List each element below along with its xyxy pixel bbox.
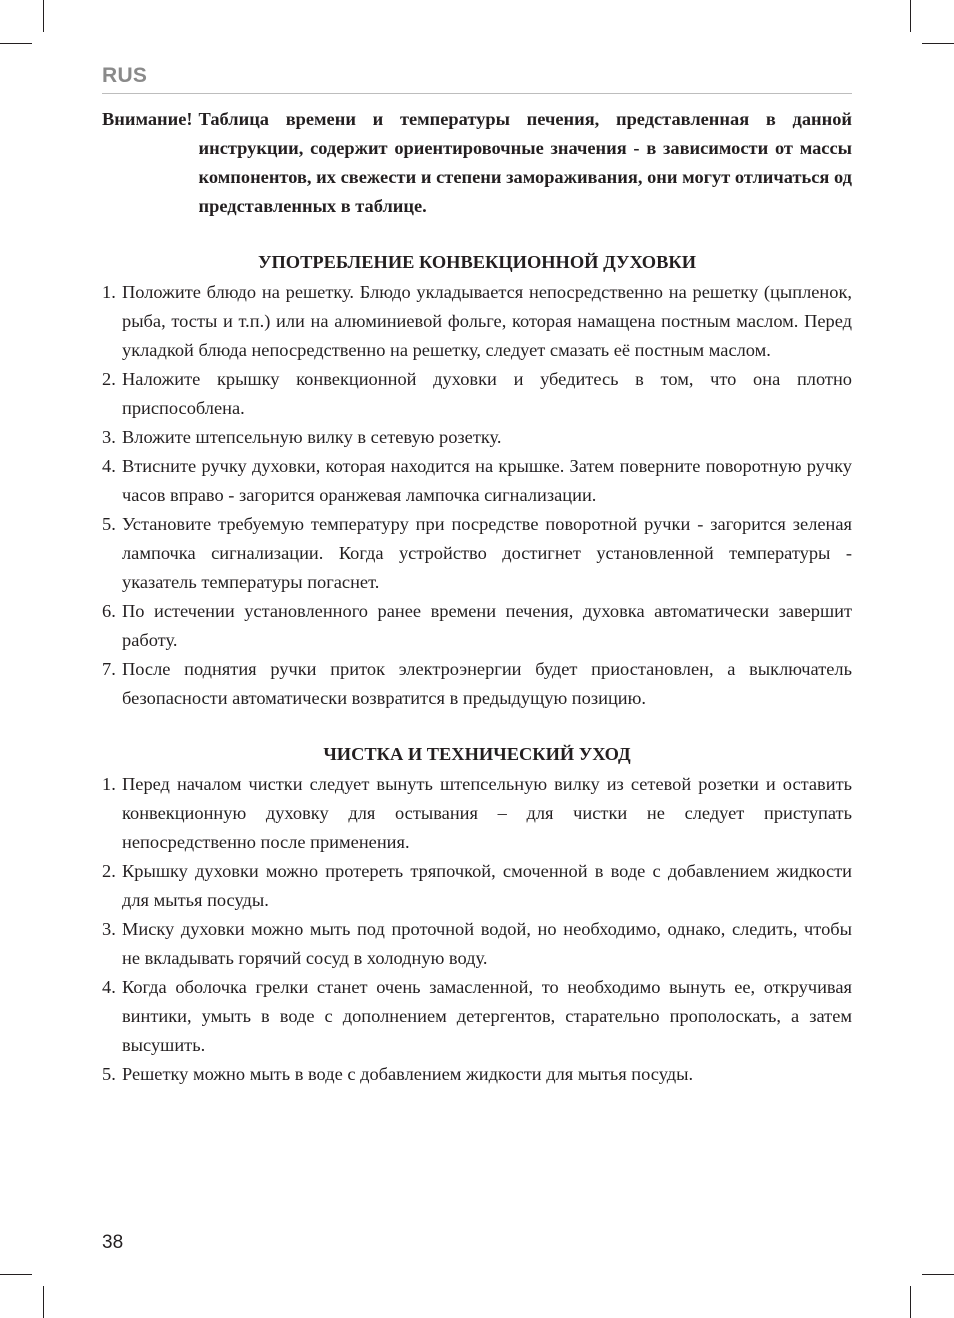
list-item (102, 423, 852, 452)
item-number: 3. (102, 427, 116, 447)
item-text: По истечении установленного ранее времени печения, духовка автоматически завершит работу. (122, 601, 852, 650)
item-text: Крышку духовки можно протереть тряпочкой, смоченной в воде с добавлением жидкости для мытья посуды. (122, 861, 852, 910)
page-content (102, 105, 852, 1089)
list-item (102, 857, 852, 915)
item-number: 7. (102, 659, 116, 679)
usage-steps (102, 278, 852, 713)
item-text: Вложите штепсельную вилку в сетевую розетку. (122, 427, 502, 447)
crop-mark (43, 1286, 44, 1318)
crop-mark (0, 43, 32, 44)
item-number: 2. (102, 369, 116, 389)
item-text: Положите блюдо на решетку. Блюдо укладывается непосредственно на решетку (цыпленок, рыба, тосты и т.п.) или на алюминиевой фольге, которая намащена постным маслом. Перед укладкой блюда непосредственно на решетку, следует смазать её постным маслом. (122, 282, 852, 360)
item-text: Втисните ручку духовки, которая находится на крышке. Затем поверните поворотную ручку часов вправо - загорится оранжевая лампочка сигнализации. (122, 456, 852, 505)
page-number: 38 (102, 1232, 124, 1253)
crop-mark (922, 43, 954, 44)
list-item (102, 915, 852, 973)
item-text: Решетку можно мыть в воде с добавлением жидкости для мытья посуды. (122, 1064, 694, 1084)
item-number: 3. (102, 919, 116, 939)
list-item (102, 597, 852, 655)
language-label: RUS (102, 64, 148, 87)
item-text: Когда оболочка грелки станет очень замасленной, то необходимо вынуть ее, откручивая винтики, умыть в воде с дополнением детергентов, старательно прополоскать, а затем высушить. (122, 977, 852, 1055)
warning-label: Внимание! (102, 109, 193, 129)
item-number: 1. (102, 774, 116, 794)
list-item (102, 655, 852, 713)
list-item (102, 510, 852, 597)
item-text: Наложите крышку конвекционной духовки и убедитесь в том, что она плотно приспособлена. (122, 369, 852, 418)
list-item (102, 278, 852, 365)
item-number: 4. (102, 456, 116, 476)
item-number: 1. (102, 282, 116, 302)
crop-mark (910, 1286, 911, 1318)
item-text: Установите требуемую температуру при посредстве поворотной ручки - загорится зеленая лампочка сигнализации. Когда устройство достигнет установленной температуры - указатель температуры погаснет. (122, 514, 852, 592)
cleaning-section-title: ЧИСТКА И ТЕХНИЧЕСКИЙ УХОД (323, 744, 631, 764)
crop-mark (0, 1274, 32, 1275)
item-text: Миску духовки можно мыть под проточной водой, но необходимо, однако, следить, чтобы не вкладывать горячий сосуд в холодную воду. (122, 919, 852, 968)
usage-section-title: УПОТРЕБЛЕНИЕ КОНВЕКЦИОННОЙ ДУХОВКИ (257, 252, 697, 272)
item-text: После поднятия ручки приток электроэнергии будет приостановлен, а выключатель безопасности автоматически возвратится в предыдущую позицию. (122, 659, 852, 708)
crop-mark (43, 0, 44, 32)
list-item (102, 1060, 852, 1089)
list-item (102, 365, 852, 423)
item-number: 2. (102, 861, 116, 881)
crop-mark (922, 1274, 954, 1275)
item-number: 6. (102, 601, 116, 621)
header-divider (102, 93, 852, 94)
item-number: 4. (102, 977, 116, 997)
warning-block (102, 105, 852, 221)
crop-mark (910, 0, 911, 32)
warning-text: Таблица времени и температуры печения, представленная в данной инструкции, содержит ориентировочные значения - в зависимости от массы компонентов, их свежести и степени замораживания, они могут отличаться од представленных в таблице. (198, 109, 852, 216)
item-number: 5. (102, 1064, 116, 1084)
cleaning-steps (102, 770, 852, 1089)
item-number: 5. (102, 514, 116, 534)
list-item (102, 770, 852, 857)
item-text: Перед началом чистки следует вынуть штепсельную вилку из сетевой розетки и оставить конвекционную духовку для остывания – для чистки не следует приступать непосредственно после применения. (122, 774, 852, 852)
list-item (102, 452, 852, 510)
list-item (102, 973, 852, 1060)
